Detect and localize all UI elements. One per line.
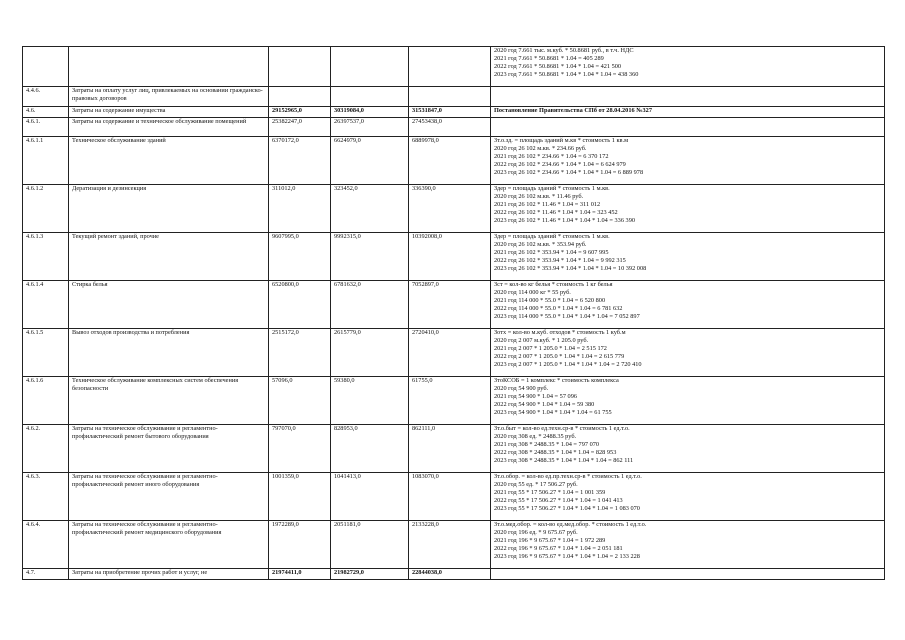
- calc-line: 2023 год 2 007 * 1 205.0 * 1.04 * 1.04 * 1.04 = 2 720 410: [494, 360, 642, 368]
- calc-line: 2020 год 26 102 м.кв. * 353.94 руб.: [494, 240, 587, 248]
- table-row: [23, 377, 885, 425]
- table-row: [23, 569, 885, 580]
- calc-line: 2021 год 26 102 * 353.94 * 1.04 = 9 607 995: [494, 248, 609, 256]
- table-row: [23, 329, 885, 377]
- row-name: Техническое обслуживание зданий: [69, 137, 269, 185]
- value-2021: 21974411,0: [269, 569, 331, 580]
- calc-line: 2020 год 26 102 м.кв. * 234.66 руб.: [494, 144, 587, 152]
- value-2021: [269, 47, 331, 87]
- calc-line: Зт.о.обор. = кол-во ед.пр.техн.ср-в * стоимость 1 ед.т.о.: [494, 473, 642, 480]
- calc-line: 2023 год 54 900 * 1.04 * 1.04 * 1.04 = 61 755: [494, 408, 612, 416]
- value-2023: 7052897,0: [409, 281, 491, 329]
- value-2021: 1001359,0: [269, 473, 331, 521]
- calc-line: Зт.о.мед.обор. = кол-во ед.мед.обор. * стоимость 1 ед.т.о.: [494, 521, 647, 528]
- value-2022: 9992315,0: [331, 233, 409, 281]
- row-code: 4.6.1.: [23, 118, 69, 137]
- value-2021: 29152965,0: [269, 107, 331, 118]
- value-2023: 862111,0: [409, 425, 491, 473]
- calc-line: Зт.о.быт = кол-во ед.техн.ср-в * стоимость 1 ед.т.о.: [494, 425, 630, 432]
- calc-line: 2023 год 26 102 * 353.94 * 1.04 * 1.04 * 1.04 = 10 392 008: [494, 264, 647, 272]
- value-2023: 31531847,0: [409, 107, 491, 118]
- row-code: 4.6.2.: [23, 425, 69, 473]
- value-2021: [269, 87, 331, 107]
- value-2022: [331, 87, 409, 107]
- row-name: Текущий ремонт зданий, прочие: [69, 233, 269, 281]
- calc-line: 2021 год 7.661 * 50.8681 * 1.04 = 405 289: [494, 54, 604, 62]
- calc-line: 2020 год 26 102 м.кв. * 11.46 руб.: [494, 192, 584, 200]
- value-2023: [409, 87, 491, 107]
- value-2021: 797070,0: [269, 425, 331, 473]
- calc-line: 2021 год 26 102 * 234.66 * 1.04 = 6 370 172: [494, 152, 609, 160]
- calc-line: 2021 год 26 102 * 11.46 * 1.04 = 311 012: [494, 200, 601, 208]
- calc-line: 2022 год 7.661 * 50.8681 * 1.04 * 1.04 = 421 500: [494, 62, 622, 70]
- row-name: Вывоз отходов производства и потребления: [69, 329, 269, 377]
- table-row: [23, 107, 885, 118]
- value-2023: 2133228,0: [409, 521, 491, 569]
- value-2021: 1972289,0: [269, 521, 331, 569]
- row-code: 4.6.1.4: [23, 281, 69, 329]
- calc-line: 2022 год 308 * 2488.35 * 1.04 * 1.04 = 828 953: [494, 448, 617, 456]
- calculation-cell: [491, 233, 885, 281]
- calc-line: 2023 год 308 * 2488.35 * 1.04 * 1.04 * 1.04 = 862 111: [494, 456, 634, 464]
- value-2023: 336390,0: [409, 185, 491, 233]
- row-name: Затраты на техническое обслуживание и регламентно-профилактический ремонт иного оборудования: [69, 473, 269, 521]
- row-code: 4.6.4.: [23, 521, 69, 569]
- table-body: [23, 47, 885, 580]
- row-name: Затраты на оплату услуг лиц, привлекаемых на основании гражданско-правовых договоров: [69, 87, 269, 107]
- calc-line: 2022 год 2 007 * 1 205.0 * 1.04 * 1.04 = 2 615 779: [494, 352, 625, 360]
- row-name: Затраты на техническое обслуживание и регламентно-профилактический ремонт медицинского оборудования: [69, 521, 269, 569]
- calc-line: 2022 год 55 * 17 506.27 * 1.04 * 1.04 = 1 041 413: [494, 496, 623, 504]
- calc-line: 2020 год 114 000 кг * 55 руб.: [494, 288, 571, 296]
- value-2022: 26397537,0: [331, 118, 409, 137]
- table-row: [23, 425, 885, 473]
- row-code: 4.6.1.6: [23, 377, 69, 425]
- value-2023: 10392008,0: [409, 233, 491, 281]
- table-row: [23, 473, 885, 521]
- value-2022: 6624979,0: [331, 137, 409, 185]
- calc-line: 2022 год 54 900 * 1.04 * 1.04 = 59 380: [494, 400, 595, 408]
- value-2021: 9607995,0: [269, 233, 331, 281]
- calc-line: 2020 год 308 ед. * 2488.35 руб.: [494, 432, 577, 440]
- value-2021: 2515172,0: [269, 329, 331, 377]
- calculation-cell: [491, 473, 885, 521]
- table-row: [23, 281, 885, 329]
- value-2023: 22844038,0: [409, 569, 491, 580]
- calc-line: 2020 год 55 ед. * 17 506.27 руб.: [494, 480, 578, 488]
- calculation-cell: [491, 425, 885, 473]
- row-name: Затраты на приобретение прочих работ и услуг, не: [69, 569, 269, 580]
- calc-line: 2021 год 55 * 17 506.27 * 1.04 = 1 001 359: [494, 488, 606, 496]
- calc-line: 2020 год 2 007 м.куб. * 1 205.0 руб.: [494, 336, 589, 344]
- row-name: Затраты на содержание и техническое обслуживание помещений: [69, 118, 269, 137]
- calc-line: 2022 год 26 102 * 11.46 * 1.04 * 1.04 = 323 452: [494, 208, 618, 216]
- row-name: Техническое обслуживание комплексных систем обеспечения безопасности: [69, 377, 269, 425]
- row-code: 4.6.1.1: [23, 137, 69, 185]
- value-2021: 6520800,0: [269, 281, 331, 329]
- calc-line: 2021 год 54 900 * 1.04 = 57 096: [494, 392, 577, 400]
- calc-line: 2021 год 114 000 * 55.0 * 1.04 = 6 520 800: [494, 296, 606, 304]
- calc-line: 2021 год 308 * 2488.35 * 1.04 = 797 070: [494, 440, 600, 448]
- calc-line: Зт.о.зд. = площадь зданий м.кв * стоимость 1 кв.м: [494, 137, 629, 144]
- table-row: [23, 87, 885, 107]
- value-2022: 1041413,0: [331, 473, 409, 521]
- row-code: 4.6.1.2: [23, 185, 69, 233]
- calc-line: 2023 год 26 102 * 234.66 * 1.04 * 1.04 * 1.04 = 6 889 978: [494, 168, 644, 176]
- calculation-cell: [491, 521, 885, 569]
- row-code: [23, 47, 69, 87]
- calculation-cell: [491, 185, 885, 233]
- calc-line: Здер = площадь зданий * стоимость 1 м.кв.: [494, 233, 610, 240]
- table-row: [23, 118, 885, 137]
- value-2023: 6889978,0: [409, 137, 491, 185]
- calculation-cell: [491, 107, 885, 118]
- row-code: 4.6.1.3: [23, 233, 69, 281]
- value-2022: [331, 47, 409, 87]
- calculation-cell: [491, 377, 885, 425]
- row-name: [69, 47, 269, 87]
- calc-line: ЗтоКСОБ = 1 комплекс * стоимость комплекса: [494, 377, 619, 384]
- table-row: [23, 521, 885, 569]
- value-2022: 21982729,0: [331, 569, 409, 580]
- calculation-cell: [491, 47, 885, 87]
- calc-line: 2020 год 196 ед. * 9 675.67 руб.: [494, 528, 578, 536]
- value-2023: 27453438,0: [409, 118, 491, 137]
- calc-line: 2021 год 2 007 * 1 205.0 * 1.04 = 2 515 172: [494, 344, 607, 352]
- value-2022: 30319084,0: [331, 107, 409, 118]
- calc-line: Постановление Правительства СПб от 28.04.2016 №327: [494, 107, 652, 114]
- row-code: 4.6.3.: [23, 473, 69, 521]
- calc-line: 2023 год 55 * 17 506.27 * 1.04 * 1.04 * 1.04 = 1 083 070: [494, 504, 640, 512]
- value-2023: 61755,0: [409, 377, 491, 425]
- calc-line: Зотх = кол-во м.куб. отходов * стоимость 1 куб.м: [494, 329, 626, 336]
- value-2022: 2615779,0: [331, 329, 409, 377]
- calc-line: 2023 год 114 000 * 55.0 * 1.04 * 1.04 * 1.04 = 7 052 897: [494, 312, 640, 320]
- row-name: Затраты на содержание имущества: [69, 107, 269, 118]
- calc-line: 2023 год 26 102 * 11.46 * 1.04 * 1.04 * 1.04 = 336 390: [494, 216, 635, 224]
- calc-line: 2022 год 26 102 * 353.94 * 1.04 * 1.04 = 9 992 315: [494, 256, 626, 264]
- calculation-cell: [491, 281, 885, 329]
- budget-table: [22, 46, 885, 580]
- table-row: [23, 185, 885, 233]
- calc-line: 2023 год 196 * 9 675.67 * 1.04 * 1.04 * 1.04 = 2 133 228: [494, 552, 640, 560]
- value-2022: 323452,0: [331, 185, 409, 233]
- calculation-cell: [491, 569, 885, 580]
- calc-line: 2022 год 196 * 9 675.67 * 1.04 * 1.04 = 2 051 181: [494, 544, 623, 552]
- value-2022: 6781632,0: [331, 281, 409, 329]
- row-code: 4.6.: [23, 107, 69, 118]
- value-2022: 828953,0: [331, 425, 409, 473]
- calc-line: 2023 год 7.661 * 50.8681 * 1.04 * 1.04 * 1.04 = 438 360: [494, 70, 639, 78]
- calculation-cell: [491, 329, 885, 377]
- row-code: 4.6.1.5: [23, 329, 69, 377]
- value-2021: 311012,0: [269, 185, 331, 233]
- value-2023: 2720410,0: [409, 329, 491, 377]
- calculation-cell: [491, 87, 885, 107]
- calc-line: 2021 год 196 * 9 675.67 * 1.04 = 1 972 289: [494, 536, 606, 544]
- calc-line: 2022 год 114 000 * 55.0 * 1.04 * 1.04 = 6 781 632: [494, 304, 623, 312]
- calc-line: 2022 год 26 102 * 234.66 * 1.04 * 1.04 = 6 624 979: [494, 160, 626, 168]
- value-2022: 2051181,0: [331, 521, 409, 569]
- calc-line: 2020 год 7.661 тыс. м.куб. * 50.8681 руб., в т.ч. НДС: [494, 47, 634, 54]
- table-row: [23, 233, 885, 281]
- calculation-cell: [491, 137, 885, 185]
- value-2021: 25382247,0: [269, 118, 331, 137]
- value-2021: 57096,0: [269, 377, 331, 425]
- row-code: 4.7.: [23, 569, 69, 580]
- table-row: [23, 47, 885, 87]
- calc-line: Зст = кол-во кг белья * стоимость 1 кг белья: [494, 281, 613, 288]
- calc-line: Здер = площадь зданий * стоимость 1 м.кв.: [494, 185, 610, 192]
- row-name: Дератизация и дезинсекция: [69, 185, 269, 233]
- calculation-cell: [491, 118, 885, 137]
- value-2022: 59380,0: [331, 377, 409, 425]
- row-code: 4.4.6.: [23, 87, 69, 107]
- calc-line: 2020 год 54 900 руб.: [494, 384, 549, 392]
- value-2021: 6370172,0: [269, 137, 331, 185]
- value-2023: 1083070,0: [409, 473, 491, 521]
- value-2023: [409, 47, 491, 87]
- row-name: Стирка белья: [69, 281, 269, 329]
- row-name: Затраты на техническое обслуживание и регламентно-профилактический ремонт бытового оборудования: [69, 425, 269, 473]
- table-row: [23, 137, 885, 185]
